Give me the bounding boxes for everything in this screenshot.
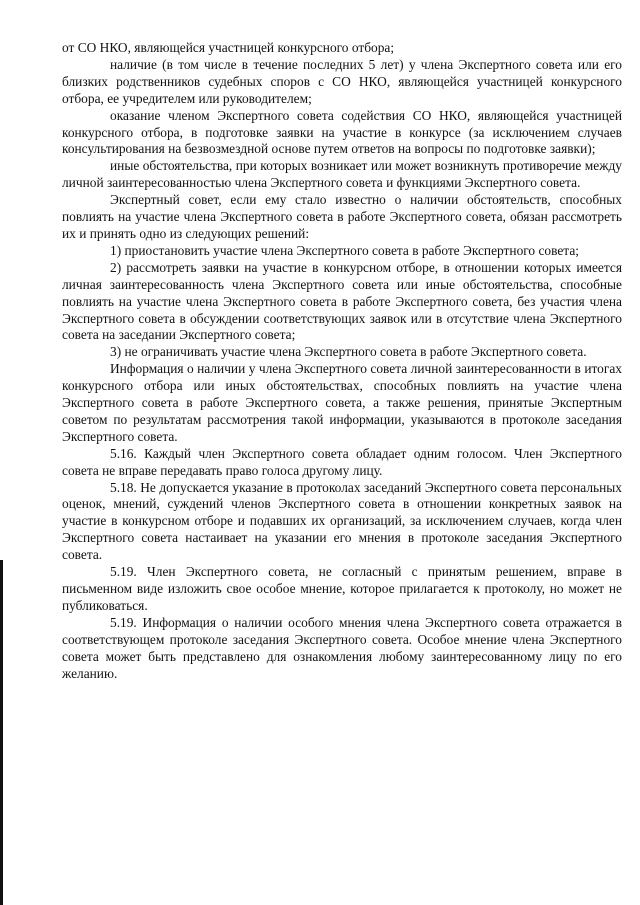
paragraph-5-19-b: 5.19. Информация о наличии особого мнения члена Экспертного совета отражается в соответствующем протоколе заседания Экспертного совета. Особое мнение члена Экспертного совета может быть представлено для ознакомления любому заинтересованному лицу по его желанию. xyxy=(62,614,622,681)
paragraph-option-2: 2) рассмотреть заявки на участие в конкурсном отборе, в отношении которых имеется личная заинтересованность члена Экспертного совета или иные обстоятельства, способные повлиять на участие члена Экспертного совета в работе Экспертного совета, без участия члена Экспертного совета в обсуждении соответствующих заявок или в отсутствие члена Экспертного совета на заседании Экспертного совета; xyxy=(62,259,622,343)
paragraph-continuation: от СО НКО, являющейся участницей конкурсного отбора; xyxy=(62,40,395,55)
paragraph-litigation: наличие (в том числе в течение последних 5 лет) у члена Экспертного совета или его близких родственников судебных споров с СО НКО, являющейся участницей конкурсного отбора, ее учредителем или руководителем; xyxy=(62,56,622,106)
paragraph-information: Информация о наличии у члена Экспертного совета личной заинтересованности в итогах конкурсного отбора или иных обстоятельствах, способных повлиять на участие члена Экспертного совета в работе Экспертного совета, а также решения, принятые Экспертным советом по результатам рассмотрения такой информации, указываются в протоколе заседания Экспертного совета. xyxy=(62,361,622,444)
document-body xyxy=(62,40,622,682)
scan-edge-shadow xyxy=(0,560,3,905)
paragraph-5-18: 5.18. Не допускается указание в протоколах заседаний Экспертного совета персональных оценок, мнений, суждений членов Экспертного совета в отношении конкретных заявок на участие в конкурсном отборе и подавших их организаций, за исключением случаев, когда член Экспертного совета настаивает на указании его мнения в протоколе заседания Экспертного совета. xyxy=(62,479,622,563)
paragraph-option-3: 3) не ограничивать участие члена Экспертного совета в работе Экспертного совета. xyxy=(110,344,587,360)
paragraph-assistance: оказание членом Экспертного совета содействия СО НКО, являющейся участницей конкурсного отбора, в подготовке заявки на участие в конкурсе (за исключением случаев консультирования на безвозмездной основе путем ответов на вопросы по подготовке заявки); xyxy=(62,107,622,157)
paragraph-council-decision: Экспертный совет, если ему стало известно о наличии обстоятельств, способных повлиять на участие члена Экспертного совета в работе Экспертного совета, обязан рассмотреть их и принять одно из следующих решений: xyxy=(62,192,622,241)
paragraph-5-16: 5.16. Каждый член Экспертного совета обладает одним голосом. Член Экспертного совета не вправе передавать право голоса другому лицу. xyxy=(62,445,622,478)
paragraph-option-1: 1) приостановить участие члена Экспертного совета в работе Экспертного совета; xyxy=(110,242,579,258)
paragraph-other-circumstances: иные обстоятельства, при которых возникает или может возникнуть противоречие между личной заинтересованностью члена Экспертного совета и функциями Экспертного совета. xyxy=(62,158,622,191)
paragraph-5-19-a: 5.19. Член Экспертного совета, не согласный с принятым решением, вправе в письменном виде изложить свое особое мнение, которое прилагается к протоколу, но может не публиковаться. xyxy=(62,564,622,613)
